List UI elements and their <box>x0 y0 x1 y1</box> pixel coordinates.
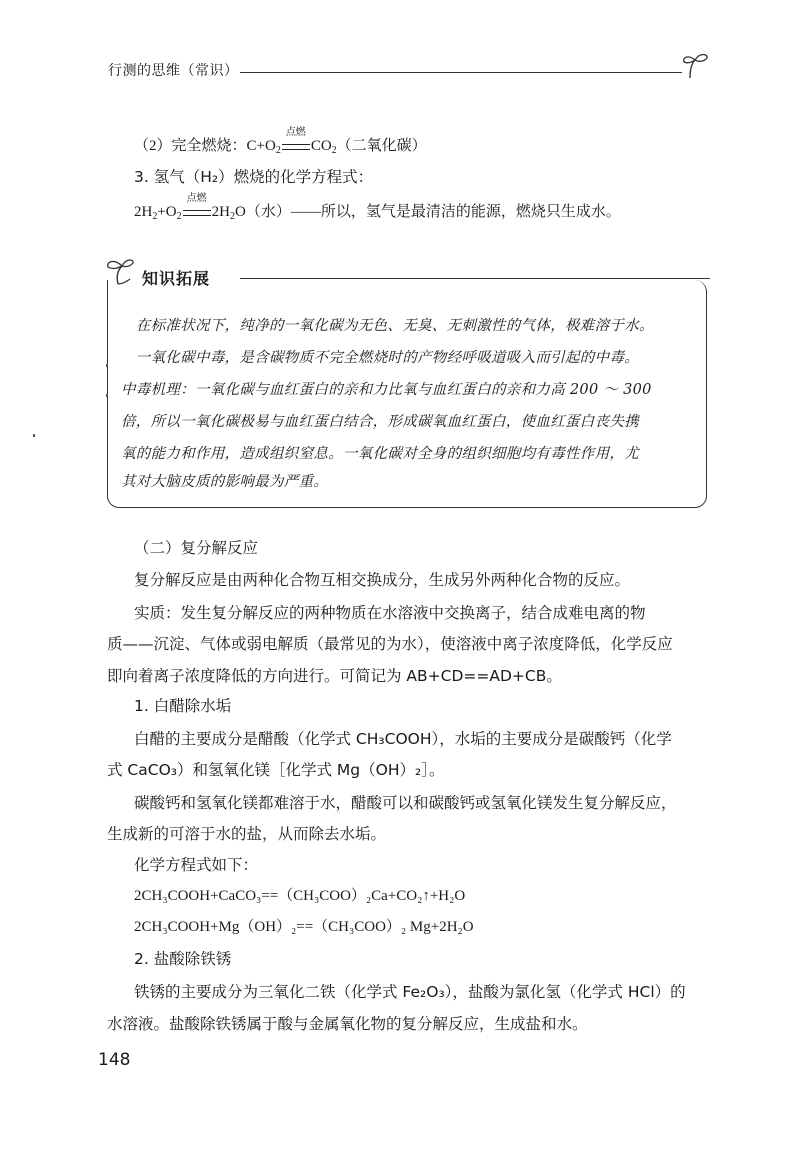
essence-line: 质——沉淀、气体或弱电解质（最常见的为水），使溶液中离子浓度降低，化学反应 <box>107 635 673 653</box>
chemical-equation: 2CH₃COOH+Mg（OH）₂==（CH₃COO）₂ Mg+2H₂O <box>134 919 474 935</box>
page-number: 148 <box>98 1050 131 1070</box>
definition-paragraph: 复分解反应是由两种化合物互相交换成分，生成另外两种化合物的反应。 <box>134 571 631 589</box>
paragraph-line: 碳酸钙和氢氧化镁都难溶于水，醋酸可以和碳酸钙或氢氧化镁发生复分解反应， <box>134 794 677 812</box>
paragraph-line: 化学方程式如下： <box>134 856 259 874</box>
reaction-condition: 点燃 <box>285 127 306 138</box>
paragraph-line: 铁锈的主要成分为三氧化二铁（化学式 Fe₂O₃），盐酸为氯化氢（化学式 HCl）的 <box>134 983 686 1001</box>
paragraph-line: 生成新的可溶于水的盐，从而除去水垢。 <box>107 825 387 843</box>
knowledge-line: 倍，所以一氧化碳极易与血红蛋白结合，形成碳氧血红蛋白，使血红蛋白丧失携 <box>121 414 639 430</box>
header-title: 行测的思维（常识） <box>108 63 239 79</box>
knowledge-line: 在标准状况下，纯净的一氧化碳为无色、无臭、无刺激性的气体，极难溶于水。 <box>121 318 654 334</box>
item2-product: CO <box>310 138 332 154</box>
running-header <box>108 52 708 86</box>
paragraph-line: 白醋的主要成分是醋酸（化学式 CH₃COOH），水垢的主要成分是碳酸钙（化学 <box>134 730 672 748</box>
combustion-line <box>134 127 427 156</box>
item2-suffix: （二氧化碳） <box>336 138 427 154</box>
reaction-arrow <box>282 127 310 150</box>
h2-eq-left: 2H <box>134 204 153 220</box>
knowledge-line: 氧的能力和作用，造成组织窒息。一氧化碳对全身的组织细胞均有毒性作用，尤 <box>121 446 639 462</box>
item2-product-sub: 2 <box>331 145 337 156</box>
h2-eq-sub2: 2 <box>176 211 182 222</box>
sprout-icon <box>680 52 710 80</box>
h2-eq-product: 2H <box>211 204 230 220</box>
knowledge-line: 其对大脑皮质的影响最为严重。 <box>121 474 329 490</box>
scan-speck <box>106 394 108 397</box>
chemical-equation: 2CH₃COOH+CaCO₃==（CH₃COO）₂Ca+CO₂↑+H₂O <box>134 888 466 904</box>
essence-line: 即向着离子浓度降低的方向进行。可简记为 AB+CD==AD+CB。 <box>107 667 562 685</box>
knowledge-box-title: 知识拓展 <box>142 269 211 288</box>
knowledge-line: 一氧化碳中毒，是含碳物质不完全燃烧时的产物经呼吸道吸入而引起的中毒。 <box>121 350 639 366</box>
item2-sub: 2 <box>275 145 281 156</box>
item3-heading: 3. 氢气（H₂）燃烧的化学方程式： <box>134 168 374 186</box>
scan-speck <box>106 364 108 367</box>
reaction-arrow <box>183 193 211 216</box>
scan-speck <box>33 434 35 437</box>
hydrogen-equation <box>134 193 621 222</box>
h2-eq-sub1: 2 <box>152 211 158 222</box>
h2-eq-sub3: 2 <box>229 211 235 222</box>
paragraph-line: 式 CaCO₃）和氢氧化镁［化学式 Mg（OH）₂］。 <box>107 761 445 779</box>
h2-eq-plus: +O <box>157 204 177 220</box>
essence-line: 实质：发生复分解反应的两种物质在水溶液中交换离子，结合成难电离的物 <box>134 604 646 622</box>
subsection-heading: 2. 盐酸除铁锈 <box>134 950 232 968</box>
reaction-condition: 点燃 <box>186 193 207 204</box>
item2-prefix: （2）完全燃烧：C+O <box>134 138 276 154</box>
subsection-heading: 1. 白醋除水垢 <box>134 697 232 715</box>
knowledge-box-rule <box>240 278 710 279</box>
paragraph-line: 水溶液。盐酸除铁锈属于酸与金属氧化物的复分解反应，生成盐和水。 <box>107 1015 588 1033</box>
header-rule <box>240 72 682 73</box>
section-heading: （二）复分解反应 <box>134 539 259 557</box>
h2-eq-suffix: O（水）——所以，氢气是最清洁的能源，燃烧只生成水。 <box>234 204 621 220</box>
knowledge-line: 中毒机理：一氧化碳与血红蛋白的亲和力比氧与血红蛋白的亲和力高 200 ～ 300 <box>121 382 652 398</box>
